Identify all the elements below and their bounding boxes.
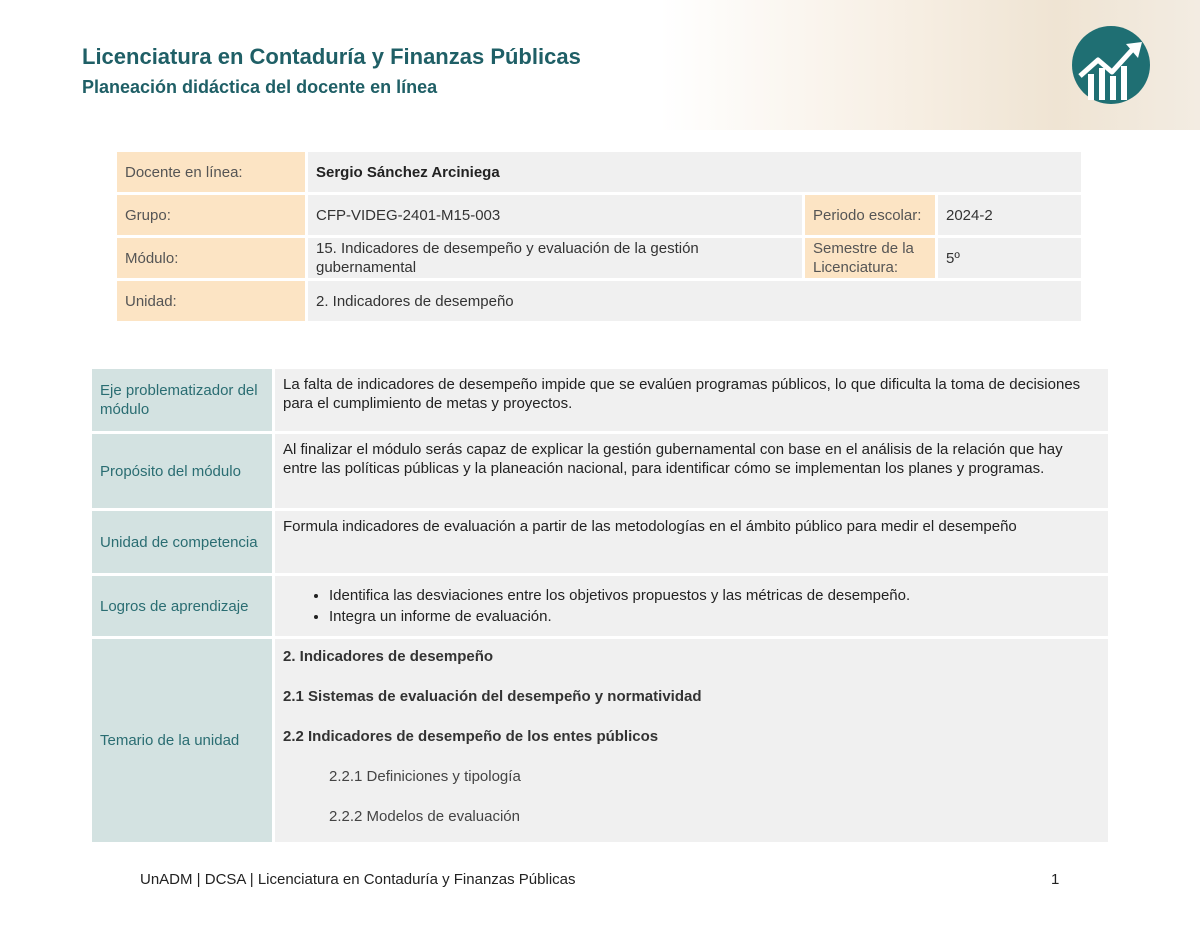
competencia-label: Unidad de competencia — [92, 511, 272, 573]
periodo-value: 2024-2 — [938, 195, 1081, 235]
unidad-value: 2. Indicadores de desempeño — [308, 281, 1081, 321]
row-temario — [92, 639, 1108, 842]
periodo-label: Periodo escolar: — [805, 195, 935, 235]
list-item: • Identifica las desviaciones entre los objetivos propuestos y las métricas de desempeño. — [329, 586, 1100, 605]
competencia-value: Formula indicadores de evaluación a partir de las metodologías en el ámbito público para medir el desempeño — [275, 511, 1108, 573]
growth-chart-logo-icon — [1070, 24, 1152, 106]
temario-item: 2. Indicadores de desempeño — [283, 648, 494, 665]
temario-item: 2.2.2 Modelos de evaluación — [329, 808, 520, 825]
semestre-value: 5º — [938, 238, 1081, 278]
logros-value — [275, 576, 1108, 636]
proposito-value: Al finalizar el módulo serás capaz de explicar la gestión gubernamental con base en el análisis de la relación que hay entre las políticas públicas y la planeación nacional, para identificar cómo se implementan los planes y programas. — [275, 434, 1108, 508]
row-competencia — [92, 511, 1108, 573]
grupo-label: Grupo: — [117, 195, 305, 235]
docente-label: Docente en línea: — [117, 152, 305, 192]
document-title: Licenciatura en Contaduría y Finanzas Públicas — [82, 44, 581, 69]
eje-value: La falta de indicadores de desempeño impide que se evalúen programas públicos, lo que dificulta la toma de decisiones para el cumplimiento de metas y proyectos. — [275, 369, 1108, 431]
docente-value: Sergio Sánchez Arciniega — [308, 152, 1081, 192]
unidad-label: Unidad: — [117, 281, 305, 321]
temario-item: 2.2 Indicadores de desempeño de los entes públicos — [283, 728, 659, 745]
temario-item: 2.2.1 Definiciones y tipología — [329, 768, 521, 785]
temario-label: Temario de la unidad — [92, 639, 272, 842]
document-subtitle: Planeación didáctica del docente en línea — [82, 77, 438, 97]
eje-label: Eje problematizador del módulo — [92, 369, 272, 431]
row-logros — [92, 576, 1108, 636]
page-number: 1 — [1051, 871, 1060, 888]
info-row-modulo — [117, 238, 1081, 278]
info-row-grupo — [117, 195, 1081, 235]
semestre-label: Semestre de la Licenciatura: — [805, 238, 935, 278]
modulo-value: 15. Indicadores de desempeño y evaluación de la gestión gubernamental — [308, 238, 802, 278]
temario-value — [275, 639, 1108, 842]
proposito-label: Propósito del módulo — [92, 434, 272, 508]
footer-text: UnADM | DCSA | Licenciatura en Contaduría y Finanzas Públicas — [140, 871, 576, 888]
info-table — [114, 149, 1084, 324]
row-proposito — [92, 434, 1108, 508]
logros-label: Logros de aprendizaje — [92, 576, 272, 636]
list-item: • Integra un informe de evaluación. — [329, 607, 1100, 626]
logros-list — [283, 586, 1100, 626]
modulo-label: Módulo: — [117, 238, 305, 278]
info-row-docente — [117, 152, 1081, 192]
info-row-unidad — [117, 281, 1081, 321]
temario-item: 2.1 Sistemas de evaluación del desempeño y normatividad — [283, 688, 702, 705]
row-eje — [92, 369, 1108, 431]
grupo-value: CFP-VIDEG-2401-M15-003 — [308, 195, 802, 235]
planning-table — [89, 366, 1111, 845]
